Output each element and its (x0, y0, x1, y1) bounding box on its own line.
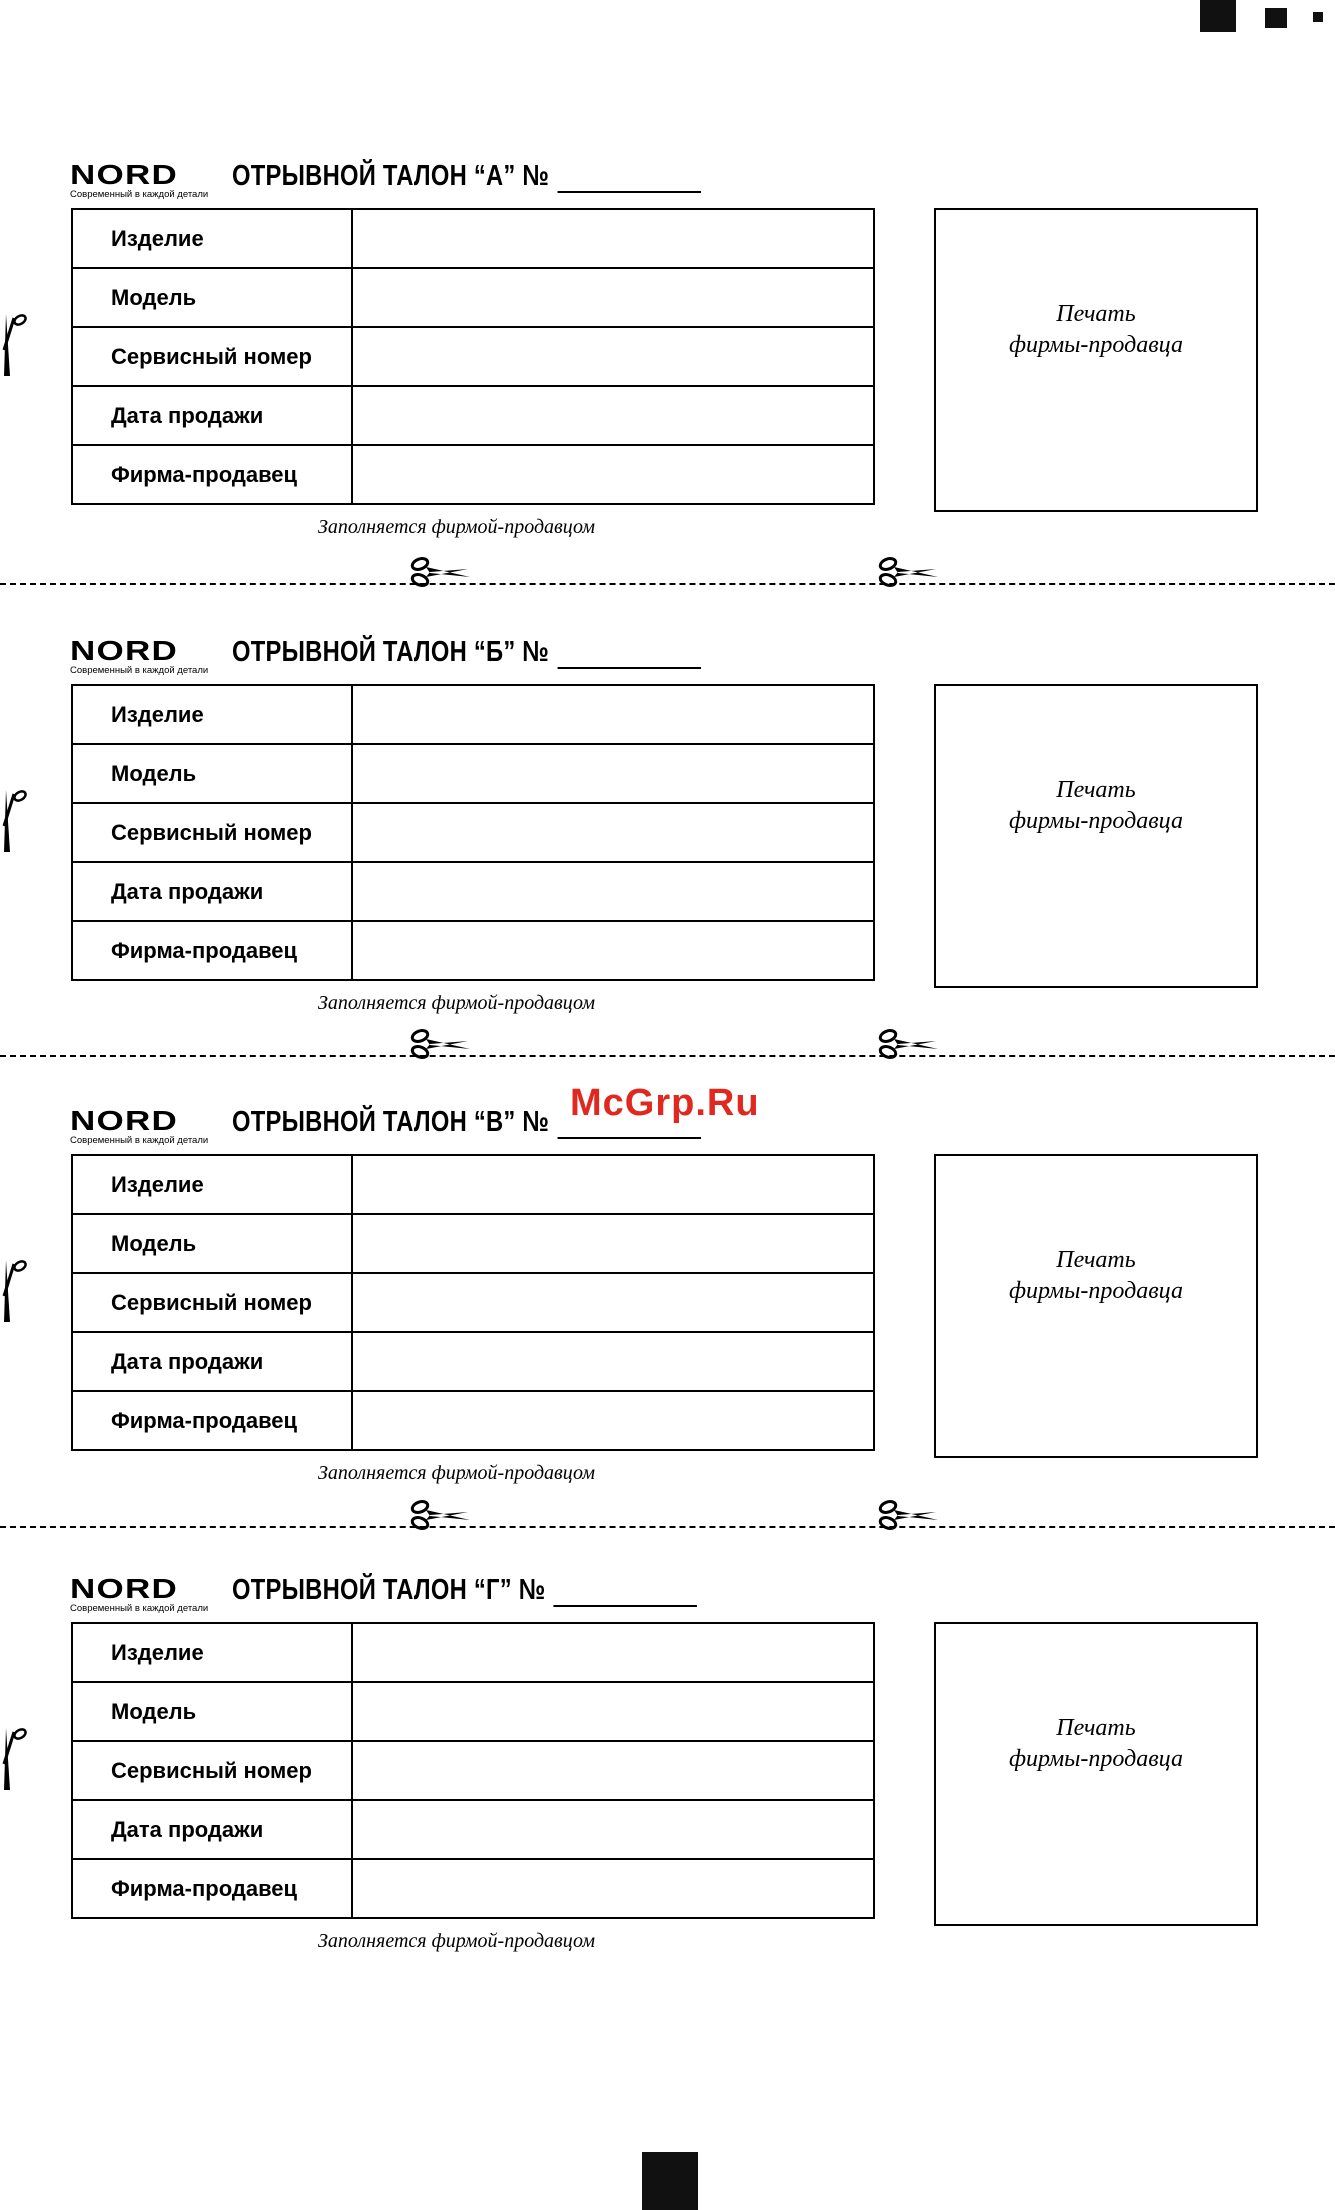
field-label: Изделие (72, 209, 352, 268)
field-value-cell[interactable] (352, 1332, 874, 1391)
scissors-icon (410, 555, 470, 589)
field-value-cell[interactable] (352, 1273, 874, 1332)
talon-form-table (71, 1622, 875, 1919)
field-label: Модель (72, 268, 352, 327)
field-label: Фирма-продавец (72, 921, 352, 980)
field-label: Сервисный номер (72, 803, 352, 862)
talon-section (0, 159, 1335, 602)
logo-tagline: Современный в каждой детали (70, 1135, 209, 1146)
logo-tagline: Современный в каждой детали (70, 189, 209, 200)
cut-line (0, 1526, 1335, 1528)
field-label: Дата продажи (72, 1800, 352, 1859)
talon-form-table (71, 684, 875, 981)
talon-number-field[interactable] (557, 163, 701, 193)
scissors-icon (878, 555, 938, 589)
field-value-cell[interactable] (352, 1214, 874, 1273)
field-label: Изделие (72, 1155, 352, 1214)
form-row (72, 1391, 874, 1450)
nord-logo (70, 1105, 220, 1146)
field-value-cell[interactable] (352, 386, 874, 445)
logo-wordmark: NORD (70, 1573, 179, 1604)
stamp-label-line2: фирмы-продавца (1009, 1278, 1183, 1304)
field-value-cell[interactable] (352, 1800, 874, 1859)
field-value-cell[interactable] (352, 327, 874, 386)
watermark: McGrp.Ru (570, 1082, 760, 1124)
field-value-cell[interactable] (352, 1741, 874, 1800)
logo-wordmark: NORD (70, 1105, 179, 1136)
scissors-icon (0, 786, 30, 856)
field-label: Сервисный номер (72, 1273, 352, 1332)
form-row (72, 921, 874, 980)
field-value-cell[interactable] (352, 268, 874, 327)
field-label: Модель (72, 744, 352, 803)
form-row (72, 1800, 874, 1859)
scissors-icon (0, 310, 30, 380)
field-label: Модель (72, 1682, 352, 1741)
logo-wordmark: NORD (70, 635, 179, 666)
form-row (72, 1332, 874, 1391)
logo-tagline: Современный в каждой детали (70, 665, 209, 676)
cut-line (0, 1055, 1335, 1057)
scissors-icon (878, 1027, 938, 1061)
talon-number-field[interactable] (554, 1577, 698, 1607)
filled-by-note: Заполняется фирмой-продавцом (318, 992, 595, 1014)
form-row (72, 445, 874, 504)
form-row (72, 1273, 874, 1332)
field-value-cell[interactable] (352, 862, 874, 921)
field-value-cell[interactable] (352, 1155, 874, 1214)
form-row (72, 386, 874, 445)
field-value-cell[interactable] (352, 209, 874, 268)
seller-stamp-box (934, 1622, 1258, 1926)
scissors-icon (878, 1498, 938, 1532)
form-row (72, 744, 874, 803)
field-label: Дата продажи (72, 386, 352, 445)
form-row (72, 1623, 874, 1682)
field-label: Фирма-продавец (72, 1859, 352, 1918)
field-label: Модель (72, 1214, 352, 1273)
scissors-icon (410, 1498, 470, 1532)
talon-title (232, 160, 701, 193)
field-value-cell[interactable] (352, 1682, 874, 1741)
form-row (72, 1682, 874, 1741)
field-value-cell[interactable] (352, 803, 874, 862)
talon-section (0, 1105, 1335, 1548)
corner-mark-large (1200, 0, 1236, 32)
cut-line (0, 583, 1335, 585)
field-value-cell[interactable] (352, 1391, 874, 1450)
form-row (72, 209, 874, 268)
form-row (72, 327, 874, 386)
filled-by-note: Заполняется фирмой-продавцом (318, 1462, 595, 1484)
field-value-cell[interactable] (352, 744, 874, 803)
talon-title-text: ОТРЫВНОЙ ТАЛОН “Б” № (232, 636, 550, 668)
seller-stamp-box (934, 208, 1258, 512)
stamp-label-line1: Печать (1056, 1247, 1136, 1273)
talon-title (232, 636, 701, 669)
talon-section (0, 635, 1335, 1078)
stamp-label-line2: фирмы-продавца (1009, 1746, 1183, 1772)
form-row (72, 1214, 874, 1273)
talon-section (0, 1573, 1335, 2016)
field-label: Дата продажи (72, 1332, 352, 1391)
form-row (72, 862, 874, 921)
nord-logo (70, 635, 220, 676)
seller-stamp-box (934, 1154, 1258, 1458)
nord-logo (70, 159, 220, 200)
form-row (72, 1741, 874, 1800)
stamp-label-line1: Печать (1056, 1715, 1136, 1741)
field-label: Изделие (72, 685, 352, 744)
talon-form-table (71, 1154, 875, 1451)
form-row (72, 268, 874, 327)
nord-logo (70, 1573, 220, 1614)
field-label: Изделие (72, 1623, 352, 1682)
logo-tagline: Современный в каждой детали (70, 1603, 209, 1614)
talon-title-text: ОТРЫВНОЙ ТАЛОН “В” № (232, 1106, 550, 1138)
scissors-icon (410, 1027, 470, 1061)
field-value-cell[interactable] (352, 1859, 874, 1918)
stamp-label-line1: Печать (1056, 301, 1136, 327)
talon-number-field[interactable] (557, 639, 701, 669)
field-value-cell[interactable] (352, 445, 874, 504)
scissors-icon (0, 1256, 30, 1326)
seller-stamp-box (934, 684, 1258, 988)
stamp-label-line1: Печать (1056, 777, 1136, 803)
form-row (72, 803, 874, 862)
field-label: Фирма-продавец (72, 1391, 352, 1450)
field-label: Дата продажи (72, 862, 352, 921)
field-value-cell[interactable] (352, 685, 874, 744)
field-label: Фирма-продавец (72, 445, 352, 504)
field-label: Сервисный номер (72, 327, 352, 386)
page-number-block (642, 2152, 698, 2210)
field-value-cell[interactable] (352, 1623, 874, 1682)
stamp-label-line2: фирмы-продавца (1009, 332, 1183, 358)
filled-by-note: Заполняется фирмой-продавцом (318, 1930, 595, 1952)
talon-title-text: ОТРЫВНОЙ ТАЛОН “Г” № (232, 1574, 546, 1606)
scissors-icon (0, 1724, 30, 1794)
talon-title (232, 1574, 697, 1607)
stamp-label-line2: фирмы-продавца (1009, 808, 1183, 834)
form-row (72, 1155, 874, 1214)
corner-mark-small (1313, 12, 1323, 22)
field-label: Сервисный номер (72, 1741, 352, 1800)
talon-title-text: ОТРЫВНОЙ ТАЛОН “А” № (232, 160, 550, 192)
logo-wordmark: NORD (70, 159, 179, 190)
form-row (72, 1859, 874, 1918)
filled-by-note: Заполняется фирмой-продавцом (318, 516, 595, 538)
talon-form-table (71, 208, 875, 505)
form-row (72, 685, 874, 744)
field-value-cell[interactable] (352, 921, 874, 980)
corner-mark-medium (1265, 8, 1287, 28)
